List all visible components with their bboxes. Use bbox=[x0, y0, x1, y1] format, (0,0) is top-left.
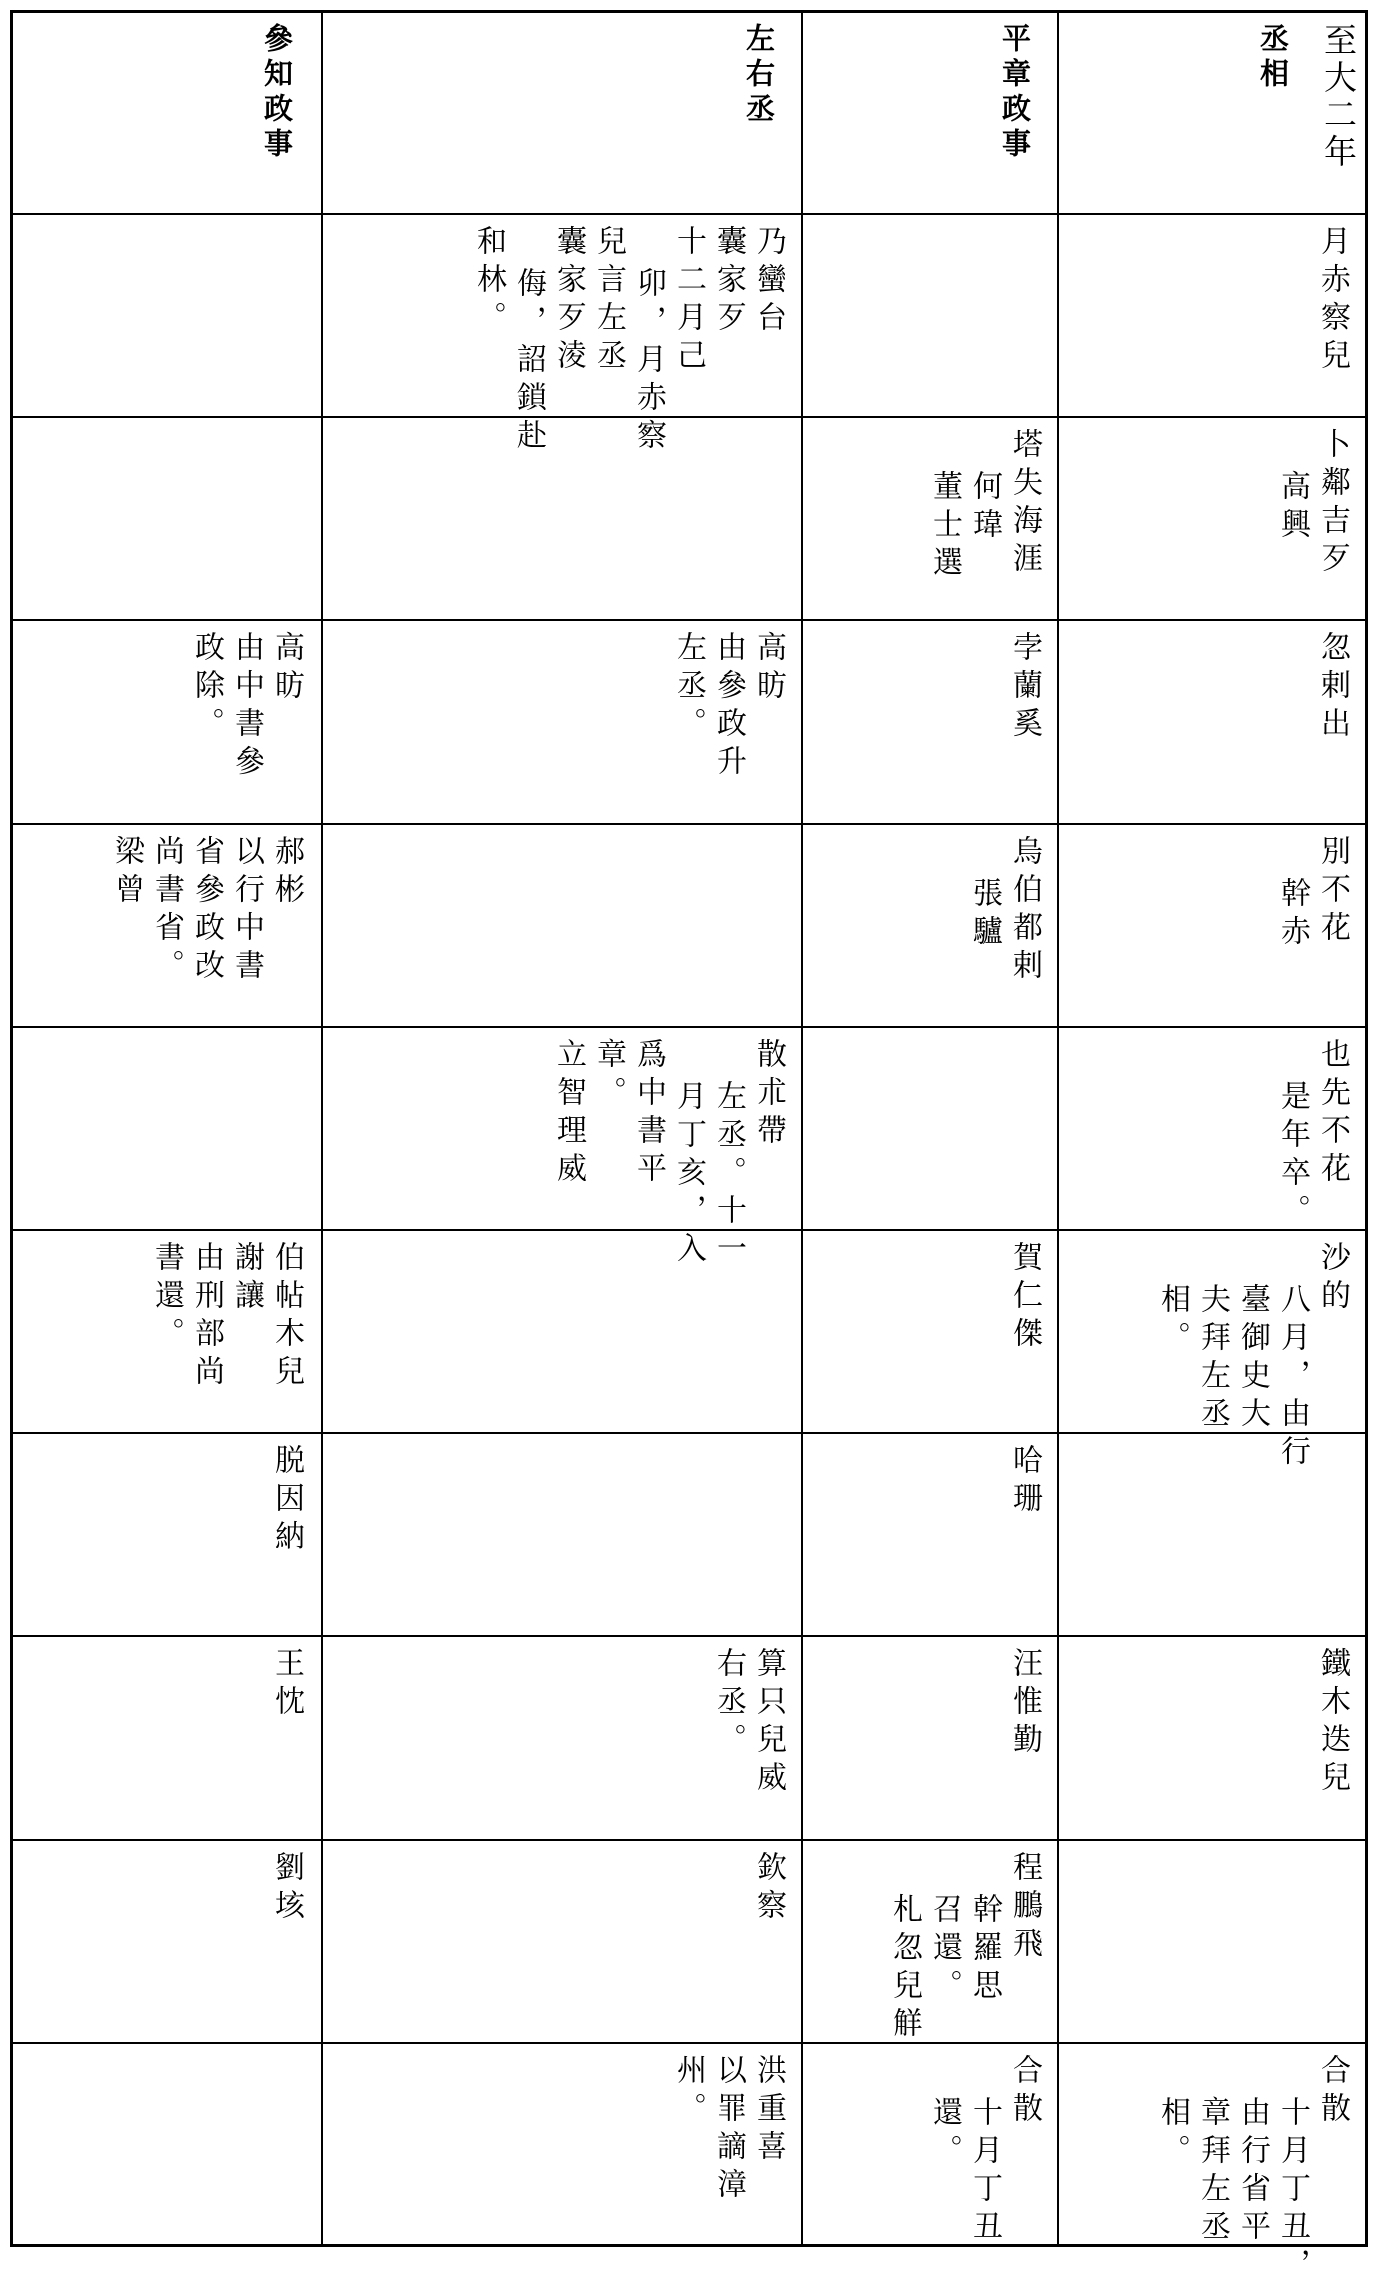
table-row bbox=[13, 1229, 1365, 1473]
cell-line: 和林。 bbox=[471, 225, 506, 339]
chengxiang-cell bbox=[1057, 1637, 1367, 1840]
cell-line: 是年卒。 bbox=[1275, 1079, 1310, 1232]
cell-line: 十二月己 bbox=[671, 225, 706, 377]
cell-line: 何瑋 bbox=[967, 470, 1002, 547]
cell-line: 塔失海涯 bbox=[1007, 428, 1042, 581]
pingzhang-cell bbox=[801, 418, 1059, 621]
year-label: 至大二年 bbox=[1319, 23, 1358, 171]
cell-line: 爲中書平 bbox=[631, 1037, 666, 1190]
cell-line: 合散 bbox=[1007, 2053, 1042, 2130]
cell-line: 王忱 bbox=[269, 1647, 304, 1724]
table-row bbox=[13, 416, 1365, 621]
pingzhang-cell bbox=[801, 1231, 1059, 1434]
table-row bbox=[13, 823, 1365, 1028]
pingzhang-cell bbox=[801, 1841, 1059, 2044]
cell-line: 月赤察兒 bbox=[1315, 225, 1350, 377]
cell-line: 書還。 bbox=[149, 1241, 184, 1355]
cell-line: 別不花 bbox=[1315, 834, 1350, 949]
zuoyou-column bbox=[321, 13, 803, 213]
cell-line: 高昉 bbox=[269, 631, 304, 708]
cell-line: 高興 bbox=[1275, 470, 1310, 547]
zuoyou-cell bbox=[321, 1841, 803, 2044]
cell-line: 囊家歹淩 bbox=[551, 225, 586, 377]
cell-line: 侮，詔鎖赴 bbox=[511, 267, 546, 457]
cell-line: 賀仁傑 bbox=[1007, 1241, 1042, 1355]
table-row bbox=[13, 1635, 1365, 1840]
canzhi-cell bbox=[13, 2044, 321, 2247]
cell-line: 郝彬 bbox=[269, 834, 304, 911]
cell-line: 孛蘭奚 bbox=[1007, 631, 1042, 746]
cell-line: 召還。 bbox=[927, 1892, 962, 2007]
header-zuoyou: 左右丞 bbox=[742, 23, 776, 128]
cell-line: 兒言左丞 bbox=[591, 225, 626, 377]
table-row bbox=[13, 213, 1365, 457]
chengxiang-cell bbox=[1057, 1841, 1367, 2044]
cell-line: 左丞。 bbox=[671, 631, 706, 746]
zuoyou-cell bbox=[321, 621, 803, 824]
cell-line: 夫拜左丞 bbox=[1195, 1283, 1230, 1435]
pingzhang-cell bbox=[801, 1028, 1059, 1231]
canzhi-cell bbox=[13, 1637, 321, 1840]
cell-line: 謝讓 bbox=[229, 1241, 264, 1317]
cell-line: 也先不花 bbox=[1315, 1037, 1350, 1190]
table-row bbox=[13, 1839, 1365, 2044]
cell-line: 由參政升 bbox=[711, 631, 746, 784]
cell-line: 省參政改 bbox=[189, 834, 224, 987]
pingzhang-cell bbox=[801, 621, 1059, 824]
cell-line: 烏伯都剌 bbox=[1007, 834, 1042, 987]
cell-line: 以行中書 bbox=[229, 834, 264, 987]
cell-line: 札忽兒觧 bbox=[887, 1892, 922, 2045]
header-pingzhang: 平章政事 bbox=[998, 23, 1032, 163]
canzhi-cell bbox=[13, 621, 321, 824]
canzhi-cell bbox=[13, 1028, 321, 1231]
cell-line: 劉垓 bbox=[269, 1850, 304, 1927]
zuoyou-cell bbox=[321, 418, 803, 621]
cell-line: 月丁亥，入 bbox=[671, 1079, 706, 1270]
cell-line: 由行省平 bbox=[1235, 2095, 1270, 2248]
cell-line: 章。 bbox=[591, 1037, 626, 1114]
canzhi-cell bbox=[13, 1231, 321, 1434]
canzhi-column bbox=[13, 13, 321, 213]
cell-line: 脱因納 bbox=[269, 1444, 304, 1559]
zuoyou-cell bbox=[321, 1231, 803, 1434]
cell-line: 卯，月赤察 bbox=[631, 267, 666, 457]
cell-line: 十月丁丑 bbox=[967, 2095, 1002, 2248]
cell-line: 哈珊 bbox=[1007, 1444, 1042, 1521]
pingzhang-column bbox=[801, 13, 1059, 213]
pingzhang-cell bbox=[801, 1434, 1059, 1637]
cell-line: 散朮帶 bbox=[751, 1037, 786, 1152]
zuoyou-cell bbox=[321, 1028, 803, 1270]
table-row bbox=[13, 1432, 1365, 1637]
cell-line: 章拜左丞 bbox=[1195, 2095, 1230, 2248]
header-canzhi: 參知政事 bbox=[260, 23, 294, 163]
cell-line: 囊家歹 bbox=[711, 225, 746, 339]
cell-line: 以罪謫漳 bbox=[711, 2053, 746, 2206]
canzhi-cell bbox=[13, 1841, 321, 2044]
cell-line: 幹羅思 bbox=[967, 1892, 1002, 2007]
cell-line: 由中書參 bbox=[229, 631, 264, 784]
cell-line: 洪重喜 bbox=[751, 2053, 786, 2168]
table-row bbox=[13, 619, 1365, 824]
cell-line: 州。 bbox=[671, 2053, 706, 2130]
pingzhang-cell bbox=[801, 215, 1059, 418]
canzhi-cell bbox=[13, 215, 321, 418]
chengxiang-column bbox=[1057, 13, 1367, 213]
cell-line: 沙的 bbox=[1315, 1241, 1350, 1317]
cell-line: 十月丁丑， bbox=[1275, 2095, 1310, 2286]
chengxiang-cell bbox=[1057, 1028, 1367, 1231]
header-row bbox=[13, 13, 1365, 213]
cell-line: 尚書省。 bbox=[149, 834, 184, 987]
cell-line: 立智理威 bbox=[551, 1037, 586, 1190]
header-chengxiang: 丞相 bbox=[1256, 23, 1290, 93]
chengxiang-cell bbox=[1057, 1231, 1367, 1473]
cell-line: 梁曾 bbox=[109, 834, 144, 911]
cell-line: 程鵬飛 bbox=[1007, 1850, 1042, 1965]
canzhi-cell bbox=[13, 825, 321, 1028]
cell-line: 相。 bbox=[1155, 1283, 1190, 1359]
zuoyou-cell bbox=[321, 1637, 803, 1840]
office-table bbox=[10, 10, 1368, 2286]
cell-line: 鐵木迭兒 bbox=[1315, 1647, 1350, 1800]
pingzhang-cell bbox=[801, 2044, 1059, 2247]
cell-line: 由刑部尚 bbox=[189, 1241, 224, 1393]
cell-line: 合散 bbox=[1315, 2053, 1350, 2130]
table-row bbox=[13, 2042, 1365, 2286]
chengxiang-cell bbox=[1057, 825, 1367, 1028]
cell-line: 董士選 bbox=[927, 470, 962, 585]
cell-line: 伯帖木兒 bbox=[269, 1241, 304, 1393]
canzhi-cell bbox=[13, 418, 321, 621]
cell-line: 算只兒威 bbox=[751, 1647, 786, 1800]
cell-line: 八月，由行 bbox=[1275, 1283, 1310, 1473]
cell-line: 右丞。 bbox=[711, 1647, 746, 1762]
pingzhang-cell bbox=[801, 1637, 1059, 1840]
cell-line: 還。 bbox=[927, 2095, 962, 2172]
zuoyou-cell bbox=[321, 2044, 803, 2247]
pingzhang-cell bbox=[801, 825, 1059, 1028]
chengxiang-cell bbox=[1057, 215, 1367, 418]
cell-line: 卜鄰吉歹 bbox=[1315, 428, 1350, 581]
cell-line: 欽察 bbox=[751, 1850, 786, 1927]
chengxiang-cell bbox=[1057, 418, 1367, 621]
chengxiang-cell bbox=[1057, 2044, 1367, 2286]
cell-line: 汪惟勤 bbox=[1007, 1647, 1042, 1762]
chengxiang-cell bbox=[1057, 1434, 1367, 1637]
cell-line: 政除。 bbox=[189, 631, 224, 746]
cell-line: 左丞。十一 bbox=[711, 1079, 746, 1270]
cell-line: 乃蠻台 bbox=[751, 225, 786, 339]
cell-line: 張驢 bbox=[967, 876, 1002, 953]
canzhi-cell bbox=[13, 1434, 321, 1637]
cell-line: 高昉 bbox=[751, 631, 786, 708]
cell-line: 忽剌出 bbox=[1315, 631, 1350, 746]
cell-line: 臺御史大 bbox=[1235, 1283, 1270, 1435]
cell-line: 幹赤 bbox=[1275, 876, 1310, 953]
cell-line: 相。 bbox=[1155, 2095, 1190, 2172]
zuoyou-cell bbox=[321, 1434, 803, 1637]
chengxiang-cell bbox=[1057, 621, 1367, 824]
zuoyou-cell bbox=[321, 825, 803, 1028]
zuoyou-cell bbox=[321, 215, 803, 457]
table-row bbox=[13, 1026, 1365, 1270]
